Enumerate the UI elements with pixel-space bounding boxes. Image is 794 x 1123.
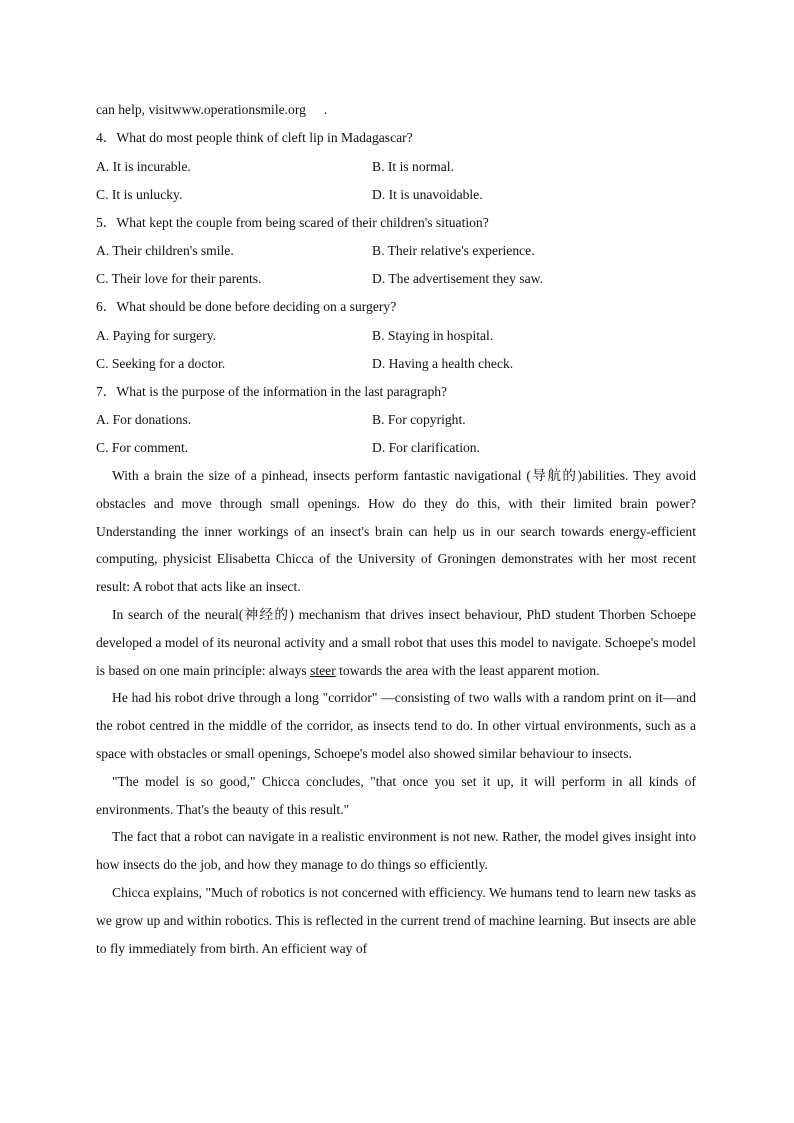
options-row bbox=[96, 181, 696, 209]
option-c: C. It is unlucky. bbox=[96, 186, 183, 202]
paragraph: He had his robot drive through a long "corridor" —consisting of two walls with a random print on it—and the robot centred in the middle of the corridor, as insects tend to do. In other virtual environments, such as a space with obstacles or small openings, Schoepe's model also showed similar behaviour to insects. bbox=[96, 690, 696, 761]
options-row bbox=[96, 265, 696, 293]
reading-passage bbox=[96, 462, 696, 962]
paragraph bbox=[96, 601, 696, 684]
option-c: C. Their love for their parents. bbox=[96, 271, 262, 286]
question-stem: 7．What is the purpose of the information in the last paragraph? bbox=[96, 383, 448, 399]
question-stem: 5．What kept the couple from being scared of their children's situation? bbox=[96, 214, 489, 230]
paragraph: With a brain the size of a pinhead, insects perform fantastic navigational (导航的)abilities. They avoid obstacles and move through small openings. How do they do this, with their limited brain power? Understanding the inner workings of an insect's brain can help us in our search towards energy-efficient computing, physicist Elisabetta Chicca of the University of Groningen demonstrates with her most recent result: A robot that acts like an insect. bbox=[96, 468, 696, 595]
option-d: D. It is unavoidable. bbox=[372, 186, 483, 202]
option-d: D. Having a health check. bbox=[372, 355, 514, 371]
page-content bbox=[96, 96, 696, 962]
option-a: A. Paying for surgery. bbox=[96, 327, 217, 343]
question-5 bbox=[96, 209, 696, 294]
options-row bbox=[96, 237, 696, 265]
option-d: D. The advertisement they saw. bbox=[372, 271, 544, 286]
question-stem: 6．What should be done before deciding on a surgery? bbox=[96, 299, 397, 314]
paragraph: "The model is so good," Chicca concludes, "that once you set it up, it will perform in all kinds of environments. That's the beauty of this result." bbox=[96, 773, 696, 817]
option-c: C. Seeking for a doctor. bbox=[96, 355, 226, 371]
paragraph: The fact that a robot can navigate in a realistic environment is not new. Rather, the model gives insight into how insects do the job, and how they manage to do things so efficiently. bbox=[96, 829, 696, 873]
question-6 bbox=[96, 293, 696, 378]
options-row bbox=[96, 434, 696, 462]
option-c: C. For comment. bbox=[96, 440, 189, 455]
options-row bbox=[96, 153, 696, 181]
option-b: B. For copyright. bbox=[372, 412, 466, 427]
question-stem: 4．What do most people think of cleft lip in Madagascar? bbox=[96, 130, 413, 145]
options-row bbox=[96, 350, 696, 378]
options-row bbox=[96, 406, 696, 434]
website-link: www.operationsmile.org bbox=[171, 102, 306, 117]
option-a: A. Their children's smile. bbox=[96, 243, 234, 258]
option-a: A. For donations. bbox=[96, 412, 192, 427]
options-row bbox=[96, 322, 696, 350]
option-b: B. It is normal. bbox=[372, 158, 454, 174]
option-b: B. Their relative's experience. bbox=[372, 243, 535, 258]
option-b: B. Staying in hospital. bbox=[372, 327, 494, 343]
option-d: D. For clarification. bbox=[372, 440, 480, 455]
paragraph-text: towards the area with the least apparent motion. bbox=[335, 662, 600, 678]
continuation-line bbox=[96, 96, 696, 124]
paragraph: Chicca explains, "Much of robotics is not concerned with efficiency. We humans tend to learn new tasks as we grow up and within robotics. This is reflected in the current trend of machine learning. But insects are able to fly immediately from birth. An efficient way of bbox=[96, 884, 696, 956]
paragraph-text: In search of the neural(神经的) mechanism that drives insect behaviour, PhD student Thorben Schoepe developed a model of its neuronal activity and a small robot that uses this model to navigate. Schoepe's model is based on one main principle: always bbox=[96, 606, 696, 678]
continuation-end: . bbox=[323, 102, 328, 117]
option-a: A. It is incurable. bbox=[96, 158, 191, 174]
question-7 bbox=[96, 378, 696, 463]
underlined-word: steer bbox=[310, 662, 336, 678]
continuation-text: can help, visit bbox=[96, 102, 172, 117]
question-4 bbox=[96, 124, 696, 209]
